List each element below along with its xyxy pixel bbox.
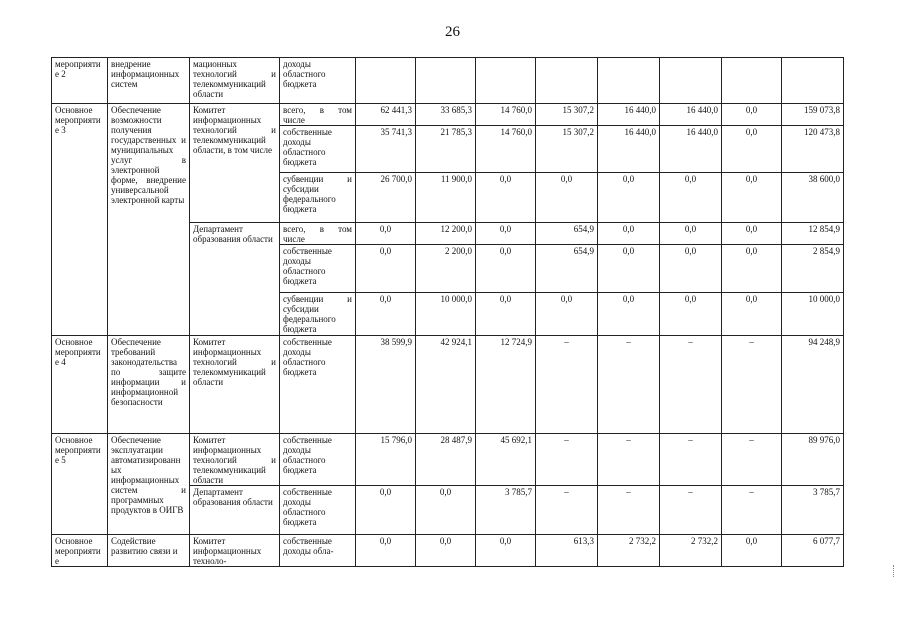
executor-cell: Комитет информационных технологий и телекоммуникаций области bbox=[190, 336, 280, 434]
value-cell: 16 440,0 bbox=[660, 126, 722, 173]
value-cell: 33 685,3 bbox=[416, 104, 476, 126]
value-cell: 0,0 bbox=[356, 293, 416, 336]
source-cell: собственные доходы обла- bbox=[280, 535, 356, 567]
source-cell: всего, в том числе bbox=[280, 104, 356, 126]
measure-cell: Основное мероприятие 3 bbox=[52, 104, 108, 336]
source-cell: собственные доходы областного бюджета bbox=[280, 336, 356, 434]
value-cell: – bbox=[598, 336, 660, 434]
measure-cell: Основное мероприятие 4 bbox=[52, 336, 108, 434]
page-number: 26 bbox=[445, 24, 460, 40]
source-cell: собственные доходы областного бюджета bbox=[280, 245, 356, 293]
budget-table bbox=[51, 57, 844, 567]
value-cell: 0,0 bbox=[356, 223, 416, 245]
value-cell bbox=[356, 58, 416, 104]
measure-cell: Основное мероприятие 5 bbox=[52, 434, 108, 535]
value-cell: – bbox=[536, 336, 598, 434]
table-row bbox=[52, 336, 844, 434]
value-cell bbox=[598, 58, 660, 104]
value-cell: 0,0 bbox=[356, 486, 416, 535]
executor-cell: Комитет информационных технологий и телекоммуникаций области bbox=[190, 434, 280, 486]
total-cell: 2 854,9 bbox=[782, 245, 844, 293]
value-cell: 3 785,7 bbox=[476, 486, 536, 535]
value-cell: 16 440,0 bbox=[598, 126, 660, 173]
source-cell: субвенции и субсидии федерального бюджета bbox=[280, 293, 356, 336]
value-cell: 0,0 bbox=[476, 245, 536, 293]
value-cell: – bbox=[660, 336, 722, 434]
executor-cell: Комитет информационных технологий и телекоммуникаций области, в том числе bbox=[190, 104, 280, 223]
total-cell: 10 000,0 bbox=[782, 293, 844, 336]
value-cell: – bbox=[598, 486, 660, 535]
measure-cell: Основное мероприятие bbox=[52, 535, 108, 567]
value-cell: 2 200,0 bbox=[416, 245, 476, 293]
table-row bbox=[52, 535, 844, 567]
executor-cell: Департамент образования области bbox=[190, 223, 280, 336]
source-cell: собственные доходы областного бюджета bbox=[280, 434, 356, 486]
value-cell: 62 441,3 bbox=[356, 104, 416, 126]
value-cell: – bbox=[722, 486, 782, 535]
value-cell: 0,0 bbox=[598, 223, 660, 245]
value-cell: 0,0 bbox=[476, 293, 536, 336]
total-cell: 6 077,7 bbox=[782, 535, 844, 567]
value-cell: 28 487,9 bbox=[416, 434, 476, 486]
value-cell: 0,0 bbox=[476, 223, 536, 245]
value-cell: – bbox=[598, 434, 660, 486]
value-cell: 12 200,0 bbox=[416, 223, 476, 245]
value-cell: 0,0 bbox=[416, 535, 476, 567]
value-cell: – bbox=[722, 434, 782, 486]
value-cell: 2 732,2 bbox=[660, 535, 722, 567]
value-cell: 21 785,3 bbox=[416, 126, 476, 173]
executor-cell: Департамент образования области bbox=[190, 486, 280, 535]
value-cell: 12 724,9 bbox=[476, 336, 536, 434]
description-cell: Обеспечение эксплуатации автоматизированных информационных систем и программных продуктов в ОИГВ bbox=[108, 434, 190, 535]
total-cell: 38 600,0 bbox=[782, 173, 844, 223]
value-cell: 14 760,0 bbox=[476, 104, 536, 126]
value-cell: 0,0 bbox=[660, 293, 722, 336]
value-cell: 0,0 bbox=[722, 535, 782, 567]
value-cell: 0,0 bbox=[536, 293, 598, 336]
value-cell: 35 741,3 bbox=[356, 126, 416, 173]
value-cell: 0,0 bbox=[722, 293, 782, 336]
value-cell bbox=[416, 58, 476, 104]
value-cell: 16 440,0 bbox=[598, 104, 660, 126]
value-cell: 0,0 bbox=[722, 104, 782, 126]
value-cell: 10 000,0 bbox=[416, 293, 476, 336]
description-cell: Обеспечение возможности получения государственных и муниципальных услуг в электронной форме, внедрение универсальной электронной карты bbox=[108, 104, 190, 336]
value-cell: 0,0 bbox=[722, 126, 782, 173]
value-cell: 0,0 bbox=[722, 223, 782, 245]
executor-cell: Комитет информационных техноло- bbox=[190, 535, 280, 567]
value-cell bbox=[476, 58, 536, 104]
value-cell: 613,3 bbox=[536, 535, 598, 567]
value-cell bbox=[660, 58, 722, 104]
value-cell: 0,0 bbox=[722, 245, 782, 293]
table-row bbox=[52, 434, 844, 486]
value-cell: – bbox=[536, 486, 598, 535]
value-cell bbox=[722, 58, 782, 104]
value-cell: – bbox=[660, 486, 722, 535]
source-cell: доходы областного бюджета bbox=[280, 58, 356, 104]
total-cell: 89 976,0 bbox=[782, 434, 844, 486]
value-cell: 14 760,0 bbox=[476, 126, 536, 173]
description-cell: Содействие развитию связи и bbox=[108, 535, 190, 567]
value-cell: 0,0 bbox=[356, 535, 416, 567]
executor-cell: мационных технологий и телекоммуникаций области bbox=[190, 58, 280, 104]
margin-mark bbox=[893, 565, 899, 577]
value-cell: 0,0 bbox=[476, 535, 536, 567]
total-cell: 159 073,8 bbox=[782, 104, 844, 126]
source-cell: собственные доходы областного бюджета bbox=[280, 486, 356, 535]
value-cell: 0,0 bbox=[598, 293, 660, 336]
total-cell: 12 854,9 bbox=[782, 223, 844, 245]
value-cell: 15 796,0 bbox=[356, 434, 416, 486]
value-cell: 45 692,1 bbox=[476, 434, 536, 486]
value-cell bbox=[782, 58, 844, 104]
source-cell: субвенции и субсидии федерального бюджета bbox=[280, 173, 356, 223]
description-cell: внедрение информационных систем bbox=[108, 58, 190, 104]
value-cell: 11 900,0 bbox=[416, 173, 476, 223]
source-cell: собственные доходы областного бюджета bbox=[280, 126, 356, 173]
value-cell: – bbox=[660, 434, 722, 486]
value-cell: 0,0 bbox=[660, 245, 722, 293]
table-row bbox=[52, 104, 844, 126]
value-cell bbox=[536, 58, 598, 104]
value-cell: 42 924,1 bbox=[416, 336, 476, 434]
value-cell: 38 599,9 bbox=[356, 336, 416, 434]
value-cell: 0,0 bbox=[536, 173, 598, 223]
value-cell: 654,9 bbox=[536, 245, 598, 293]
total-cell: 94 248,9 bbox=[782, 336, 844, 434]
source-cell: всего, в том числе bbox=[280, 223, 356, 245]
description-cell: Обеспечение требований законодательства по защите информации и информационной безопасности bbox=[108, 336, 190, 434]
value-cell: 0,0 bbox=[598, 245, 660, 293]
value-cell: 0,0 bbox=[356, 245, 416, 293]
value-cell: 0,0 bbox=[660, 173, 722, 223]
value-cell: 0,0 bbox=[598, 173, 660, 223]
value-cell: – bbox=[722, 336, 782, 434]
value-cell: 0,0 bbox=[476, 173, 536, 223]
value-cell: 0,0 bbox=[416, 486, 476, 535]
value-cell: 0,0 bbox=[660, 223, 722, 245]
value-cell: 654,9 bbox=[536, 223, 598, 245]
table-row bbox=[52, 58, 844, 104]
value-cell: 16 440,0 bbox=[660, 104, 722, 126]
total-cell: 120 473,8 bbox=[782, 126, 844, 173]
measure-cell: мероприятие 2 bbox=[52, 58, 108, 104]
total-cell: 3 785,7 bbox=[782, 486, 844, 535]
value-cell: 2 732,2 bbox=[598, 535, 660, 567]
value-cell: 0,0 bbox=[722, 173, 782, 223]
value-cell: 15 307,2 bbox=[536, 126, 598, 173]
value-cell: 15 307,2 bbox=[536, 104, 598, 126]
value-cell: 26 700,0 bbox=[356, 173, 416, 223]
value-cell: – bbox=[536, 434, 598, 486]
